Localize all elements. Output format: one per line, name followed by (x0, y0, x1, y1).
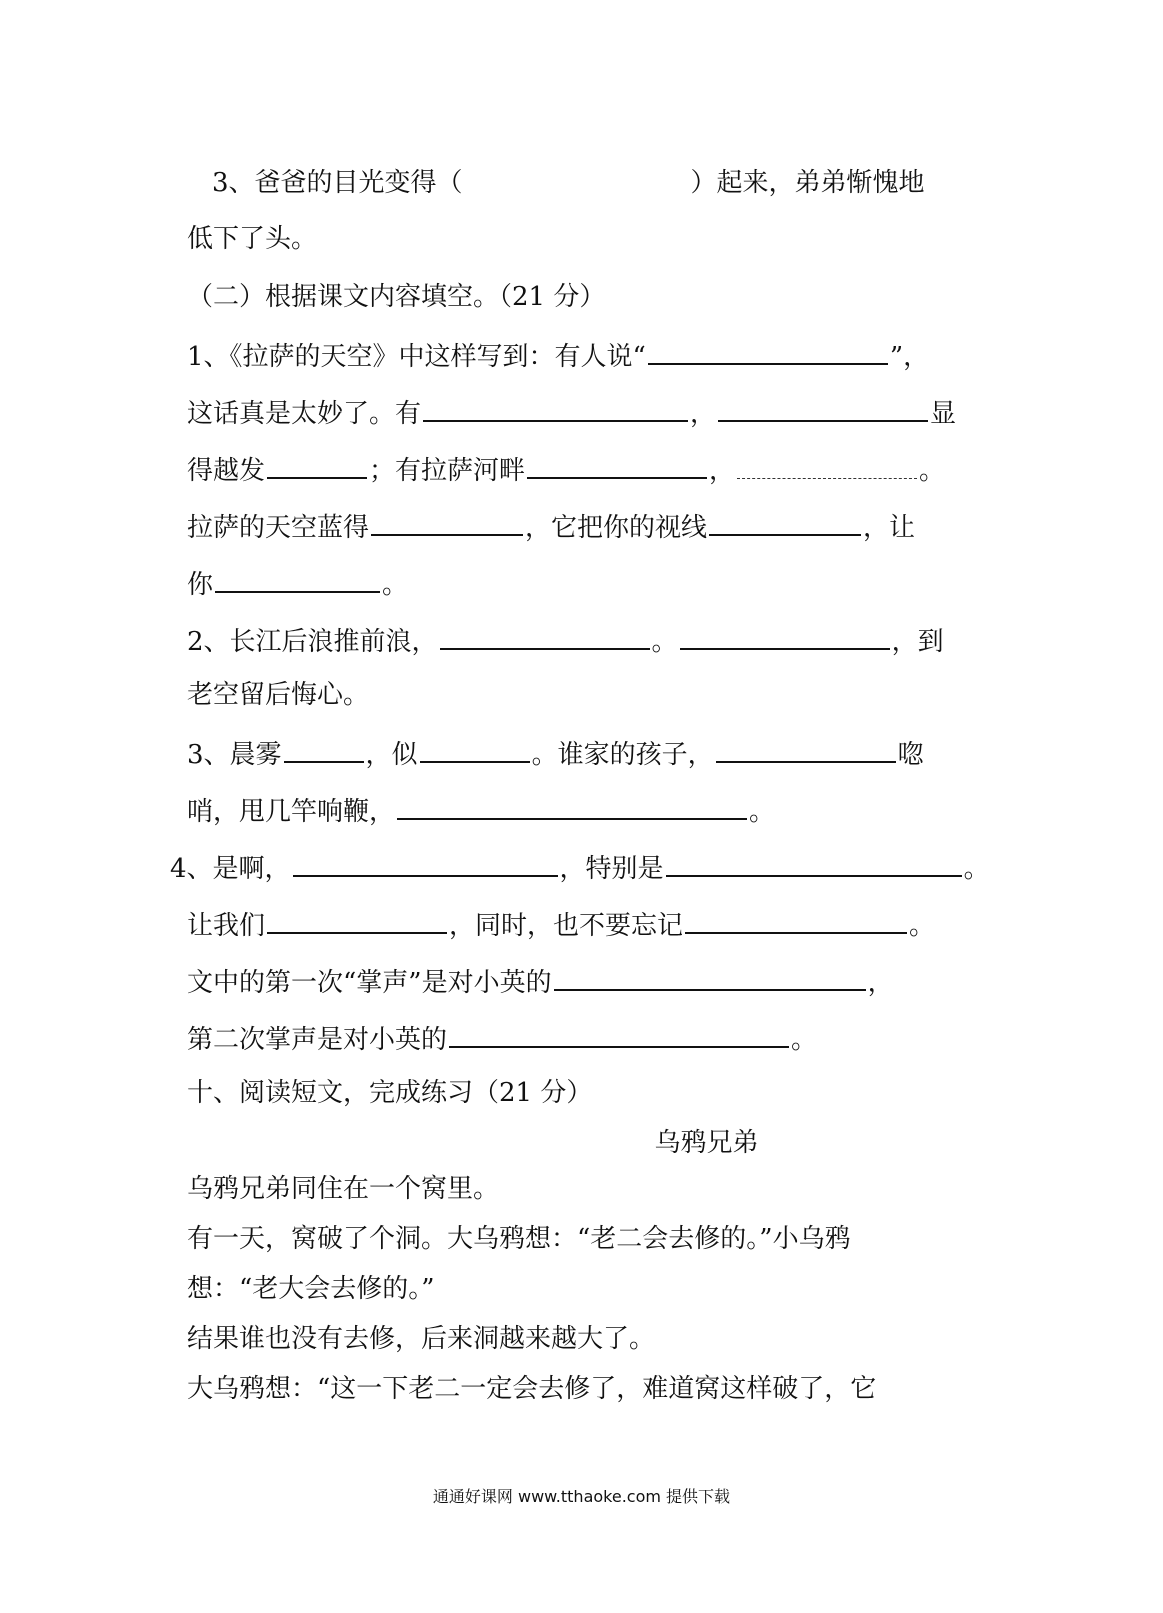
fill-3-line-1 (187, 735, 977, 772)
fill-text: 这话真是太妙了。有 (187, 399, 422, 429)
fill-text: 2、长江后浪推前浪， (187, 627, 438, 657)
page-footer: 通通好课网 www.tthaoke.com 提供下载 (432, 1487, 731, 1506)
fill-text: 。 (963, 854, 990, 884)
fill-text: 4、是啊， (170, 854, 291, 884)
question-3-line-1 (212, 166, 1002, 200)
section-2-title: （二）根据课文内容填空。（21 分） (187, 282, 606, 312)
fill-blank[interactable] (423, 394, 688, 422)
section-10-title: 十、阅读短文，完成练习（21 分） (187, 1078, 593, 1108)
fill-3-line-2 (187, 792, 977, 829)
story-paragraph-4: 大乌鸦想：“这一下老二一定会去修了，难道窝这样破了，它 (187, 1374, 877, 1404)
fill-text: 1、《拉萨的天空》中这样写到：有人说“ (187, 342, 646, 372)
fill-text: ， (690, 399, 717, 429)
fill-text: ，到 (891, 627, 944, 657)
fill-4-line-2 (187, 906, 977, 943)
question-3-line-2: 低下了头。 (187, 224, 318, 254)
fill-text: 哨，甩几竿响鞭， (187, 797, 396, 827)
fill-4-line-3 (187, 963, 977, 1000)
fill-blank[interactable] (449, 1020, 789, 1048)
fill-blank[interactable] (718, 394, 928, 422)
fill-text: ， (709, 456, 736, 486)
fill-4-line-1 (170, 849, 990, 886)
fill-blank[interactable] (284, 735, 364, 763)
fill-blank[interactable] (680, 622, 890, 650)
fill-text: ，特别是 (559, 854, 664, 884)
fill-text: 。 (919, 456, 946, 486)
fill-1-line-4 (187, 508, 977, 545)
fill-blank[interactable] (267, 451, 367, 479)
fill-blank[interactable] (709, 508, 861, 536)
fill-text: ，似 (365, 740, 418, 770)
fill-blank[interactable] (666, 849, 962, 877)
story-paragraph-2-line-1: 有一天，窝破了个洞。大乌鸦想：“老二会去修的。”小乌鸦 (187, 1224, 851, 1254)
fill-text: ；有拉萨河畔 (369, 456, 526, 486)
fill-blank[interactable] (397, 792, 747, 820)
story-title: 乌鸦兄弟 (654, 1128, 759, 1158)
fill-text: 。谁家的孩子， (531, 740, 714, 770)
fill-1-line-3 (187, 451, 977, 488)
fill-blank[interactable] (554, 963, 866, 991)
fill-text: 让我们 (187, 911, 266, 941)
fill-1-line-5 (187, 565, 977, 602)
fill-2-line-2: 老空留后悔心。 (187, 680, 370, 710)
fill-blank[interactable] (420, 735, 530, 763)
fill-blank[interactable] (648, 337, 888, 365)
fill-text: ，同时，也不要忘记 (449, 911, 684, 941)
fill-2-line-1 (187, 622, 977, 659)
fill-text: 。 (749, 797, 776, 827)
fill-text: 。 (909, 911, 936, 941)
fill-blank[interactable] (716, 735, 896, 763)
fill-1-line-1 (187, 337, 977, 374)
question-3-text-b: ）起来，弟弟惭愧地 (690, 168, 925, 198)
fill-text: 得越发 (187, 456, 266, 486)
fill-text: ”， (889, 342, 930, 372)
fill-blank[interactable] (440, 622, 650, 650)
fill-text: ，让 (863, 513, 916, 543)
fill-text: 。 (791, 1025, 818, 1055)
story-paragraph-2-line-2: 想：“老大会去修的。” (187, 1274, 435, 1304)
fill-text: 3、晨雾 (187, 740, 282, 770)
story-paragraph-3: 结果谁也没有去修，后来洞越来越大了。 (187, 1324, 656, 1354)
fill-text: 你 (187, 570, 214, 600)
fill-blank[interactable] (685, 906, 907, 934)
fill-text: 唿 (897, 740, 924, 770)
fill-text: 文中的第一次“掌声”是对小英的 (187, 968, 552, 998)
fill-blank[interactable] (267, 906, 447, 934)
fill-1-line-2 (187, 394, 977, 431)
fill-blank[interactable] (371, 508, 523, 536)
fill-blank[interactable] (527, 451, 707, 479)
fill-4-line-4 (187, 1020, 977, 1057)
fill-text: 。 (651, 627, 678, 657)
fill-text: 拉萨的天空蓝得 (187, 513, 370, 543)
fill-text: 。 (382, 570, 409, 600)
fill-text: ，它把你的视线 (525, 513, 708, 543)
story-paragraph-1: 乌鸦兄弟同住在一个窝里。 (187, 1174, 500, 1204)
fill-blank[interactable] (737, 452, 917, 479)
question-3-text-a: 3、爸爸的目光变得（ (212, 168, 463, 198)
fill-text: 显 (930, 399, 957, 429)
fill-text: ， (867, 968, 894, 998)
fill-text: 第二次掌声是对小英的 (187, 1025, 448, 1055)
fill-blank[interactable] (293, 849, 558, 877)
fill-blank[interactable] (215, 565, 380, 593)
